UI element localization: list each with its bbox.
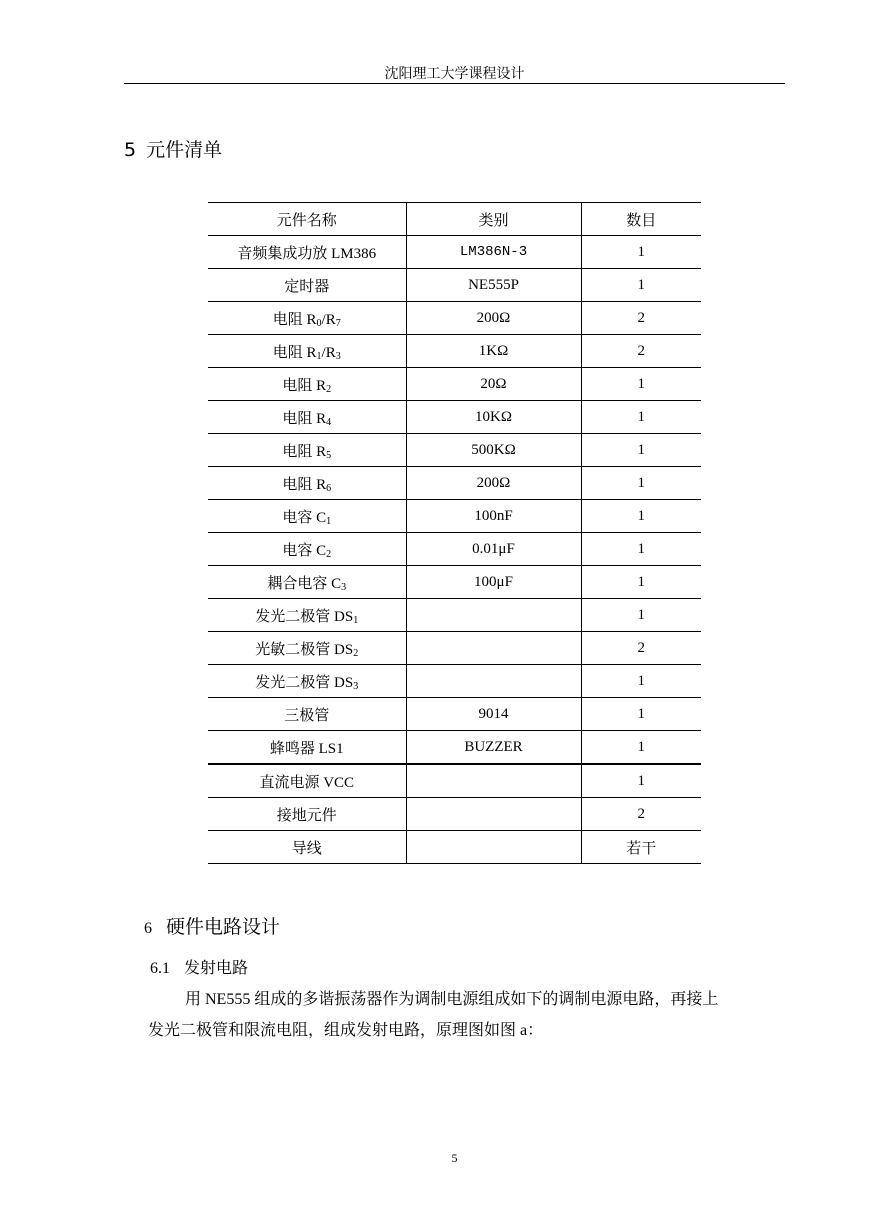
cell-qty: 1 xyxy=(581,500,701,533)
cell-qty: 1 xyxy=(581,533,701,566)
cell-name: 蜂鸣器 LS1 xyxy=(208,731,406,765)
table-row xyxy=(208,698,701,731)
cell-name: 定时器 xyxy=(208,269,406,302)
section-title: 硬件电路设计 xyxy=(166,916,281,938)
cell-qty: 1 xyxy=(581,269,701,302)
cell-name: 导线 xyxy=(208,831,406,864)
cell-qty: 1 xyxy=(581,566,701,599)
table-row xyxy=(208,798,701,831)
cell-category: 0.01μF xyxy=(406,533,581,566)
cell-name: 音频集成功放 LM386 xyxy=(208,236,406,269)
cell-name: 电阻 $R_2$ xyxy=(208,368,406,401)
cell-qty: 1 xyxy=(581,599,701,632)
cell-category xyxy=(406,798,581,831)
section-6-1-heading xyxy=(150,955,248,978)
cell-name: 电阻 $R_0/R_7$ xyxy=(208,302,406,335)
cell-category: 100μF xyxy=(406,566,581,599)
subsection-title: 发射电路 xyxy=(184,960,249,977)
table-row xyxy=(208,269,701,302)
cell-qty: 2 xyxy=(581,632,701,665)
cell-category: BUZZER xyxy=(406,731,581,765)
paragraph-line-2: 发光二极管和限流电阻，组成发射电路，原理图如图 a： xyxy=(148,1022,544,1039)
table-row xyxy=(208,731,701,765)
cell-name: 电阻 $R_1/R_3$ xyxy=(208,335,406,368)
cell-category: 100nF xyxy=(406,500,581,533)
cell-qty: 1 xyxy=(581,665,701,698)
table-row xyxy=(208,401,701,434)
table-row xyxy=(208,566,701,599)
table-row xyxy=(208,467,701,500)
cell-category xyxy=(406,665,581,698)
cell-qty: 1 xyxy=(581,434,701,467)
section-6-heading xyxy=(144,912,280,939)
cell-qty: 1 xyxy=(581,764,701,798)
cell-qty: 2 xyxy=(581,798,701,831)
column-header-category: 类别 xyxy=(406,203,581,236)
table-row xyxy=(208,599,701,632)
cell-category: 200Ω xyxy=(406,302,581,335)
cell-category: 500KΩ xyxy=(406,434,581,467)
cell-qty: 1 xyxy=(581,698,701,731)
cell-qty: 2 xyxy=(581,335,701,368)
cell-qty: 若干 xyxy=(581,831,701,864)
cell-category xyxy=(406,599,581,632)
page-header-title: 沈阳理工大学课程设计 xyxy=(384,67,525,82)
table-row xyxy=(208,500,701,533)
column-header-qty: 数目 xyxy=(581,203,701,236)
cell-qty: 2 xyxy=(581,302,701,335)
paragraph-line-1: 用 NE555 组成的多谐振荡器作为调制电源组成如下的调制电源电路，再接上 xyxy=(185,991,719,1008)
cell-qty: 1 xyxy=(581,236,701,269)
header-rule xyxy=(124,83,785,84)
cell-category: LM386N-3 xyxy=(406,236,581,269)
cell-category: 10KΩ xyxy=(406,401,581,434)
table-row xyxy=(208,764,701,798)
cell-name: 发光二极管 $DS_3$ xyxy=(208,665,406,698)
cell-qty: 1 xyxy=(581,368,701,401)
cell-category: NE555P xyxy=(406,269,581,302)
table-row xyxy=(208,665,701,698)
page-number: 5 xyxy=(451,1151,458,1165)
cell-name: 电容 $C_2$ xyxy=(208,533,406,566)
subsection-number: 6.1 xyxy=(150,960,170,977)
table-row xyxy=(208,434,701,467)
cell-category: 200Ω xyxy=(406,467,581,500)
parts-table xyxy=(208,202,701,864)
cell-name: 接地元件 xyxy=(208,798,406,831)
cell-name: 电阻 $R_5$ xyxy=(208,434,406,467)
body-paragraph xyxy=(150,984,780,1046)
cell-name: 电阻 $R_4$ xyxy=(208,401,406,434)
cell-name: 三极管 xyxy=(208,698,406,731)
cell-name: 光敏二极管 $DS_2$ xyxy=(208,632,406,665)
table-row xyxy=(208,533,701,566)
cell-name: 发光二极管 $DS_1$ xyxy=(208,599,406,632)
table-row xyxy=(208,368,701,401)
cell-qty: 1 xyxy=(581,401,701,434)
table-row xyxy=(208,632,701,665)
section-title: 元件清单 xyxy=(146,139,223,161)
cell-category xyxy=(406,831,581,864)
cell-name: 电阻 $R_6$ xyxy=(208,467,406,500)
cell-name: 直流电源 VCC xyxy=(208,764,406,798)
section-number: 6 xyxy=(144,920,152,937)
table-row xyxy=(208,335,701,368)
cell-qty: 1 xyxy=(581,467,701,500)
table-row xyxy=(208,302,701,335)
column-header-name: 元件名称 xyxy=(208,203,406,236)
cell-name: 电容 $C_1$ xyxy=(208,500,406,533)
table-row xyxy=(208,831,701,864)
cell-qty: 1 xyxy=(581,731,701,765)
section-number: 5 xyxy=(124,139,137,161)
cell-category xyxy=(406,632,581,665)
cell-category: 20Ω xyxy=(406,368,581,401)
table-row xyxy=(208,236,701,269)
cell-category xyxy=(406,764,581,798)
table-header-row xyxy=(208,203,701,236)
cell-category: 1KΩ xyxy=(406,335,581,368)
section-5-heading xyxy=(124,135,222,162)
cell-category: 9014 xyxy=(406,698,581,731)
cell-name: 耦合电容 $C_3$ xyxy=(208,566,406,599)
